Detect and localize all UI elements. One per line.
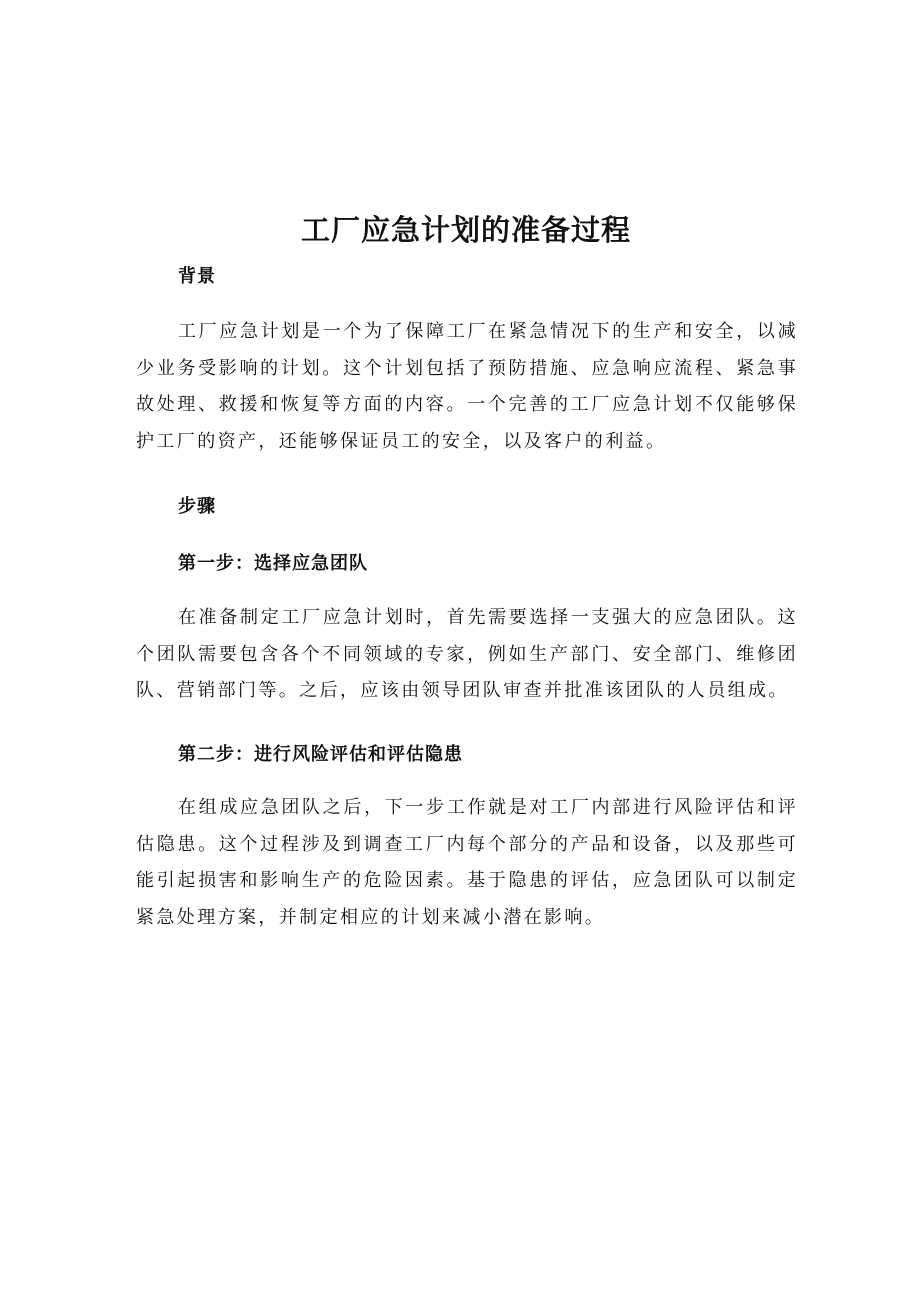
page-title: 工厂应急计划的准备过程	[300, 213, 631, 247]
section-heading-step-two: 第二步：进行风险评估和评估隐患	[178, 744, 463, 765]
section-heading-steps: 步骤	[178, 496, 216, 517]
section-paragraph-step-one: 在准备制定工厂应急计划时，首先需要选择一支强大的应急团队。这个团队需要包含各个不同领域的专家，例如生产部门、安全部门、维修团队、营销部门等。之后，应该由领导团队审查并批准该团队的人员组成。	[136, 607, 798, 701]
section-paragraph-step-two: 在组成应急团队之后，下一步工作就是对工厂内部进行风险评估和评估隐患。这个过程涉及到调查工厂内每个部分的产品和设备，以及那些可能引起损害和影响生产的危险因素。基于隐患的评估，应急团队可以制定紧急处理方案，并制定相应的计划来减小潜在影响。	[136, 797, 798, 928]
section-heading-step-one: 第一步：选择应急团队	[178, 553, 368, 574]
section-heading-background: 背景	[178, 266, 216, 287]
section-paragraph-background: 工厂应急计划是一个为了保障工厂在紧急情况下的生产和安全，以减少业务受影响的计划。这个计划包括了预防措施、应急响应流程、紧急事故处理、救援和恢复等方面的内容。一个完善的工厂应急计划不仅能够保护工厂的资产，还能够保证员工的安全，以及客户的利益。	[136, 321, 798, 452]
